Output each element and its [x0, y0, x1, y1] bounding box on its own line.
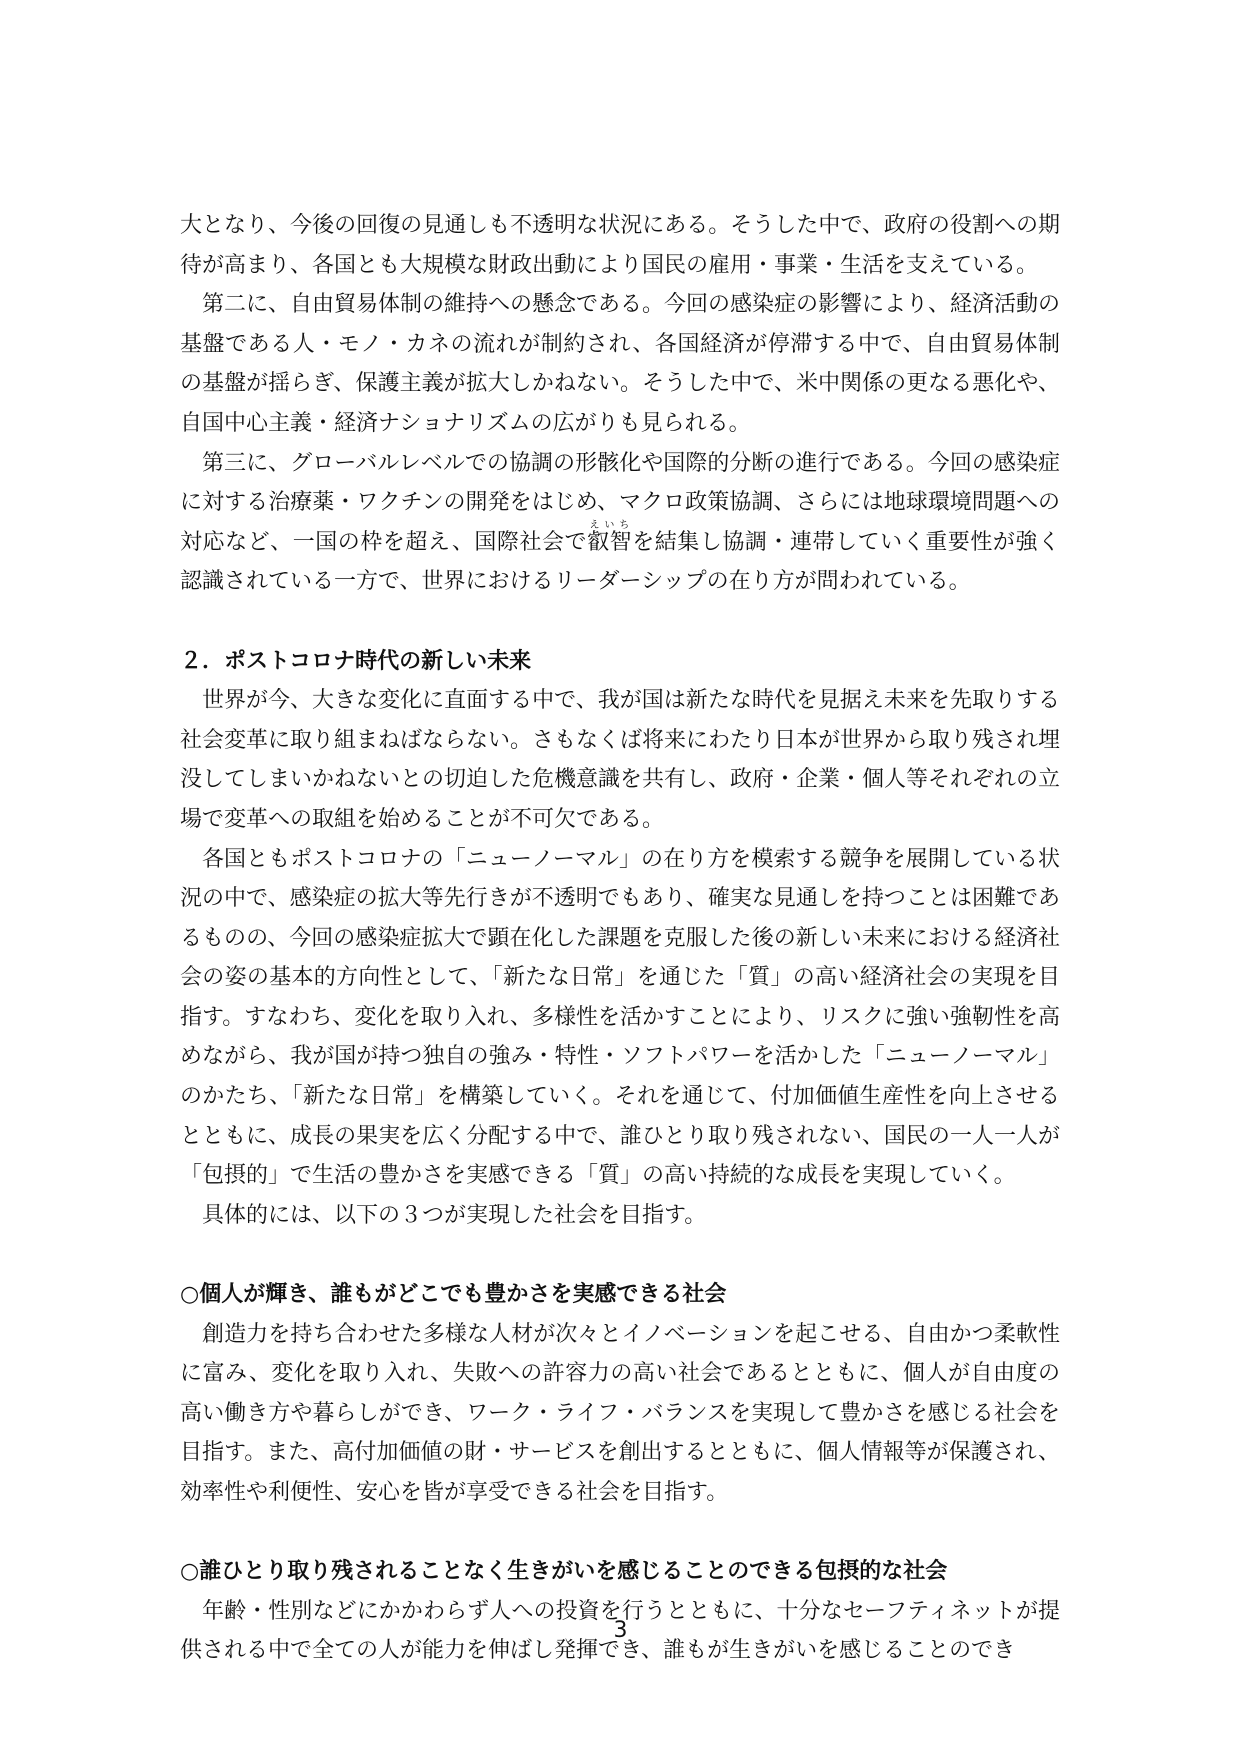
spacer: [180, 602, 1060, 642]
paragraph-third-concern: [180, 444, 1060, 602]
paragraph-inclusive: 年齢・性別などにかかわらず人への投資を行うとともに、十分なセーフティネットが提供される中で全ての人が能力を伸ばし発揮でき、誰もが生きがいを感じることのでき: [180, 1598, 1060, 1664]
ruby-eichi: [587, 519, 633, 555]
page-number: 3: [613, 1618, 628, 1643]
paragraph-individual: 創造力を持ち合わせた多様な人材が次々とイノベーションを起こせる、自由かつ柔軟性に富み、変化を取り入れ、失敗への許容力の高い社会であるとともに、個人が自由度の高い働き方や暮らしができ、ワーク・ライフ・バランスを実現して豊かさを感じる社会を目指す。また、高付加価値の財・サービスを創出するとともに、個人情報等が保護され、効率性や利便性、安心を皆が享受できる社会を目指す。: [180, 1321, 1060, 1505]
subheading-inclusive: ○誰ひとり取り残されることなく生きがいを感じることのできる包摂的な社会: [180, 1559, 948, 1585]
spacer: [180, 1235, 1060, 1275]
paragraph-new-normal: 各国ともポストコロナの「ニューノーマル」の在り方を模索する競争を展開している状況の中で、感染症の拡大等先行きが不透明でもあり、確実な見通しを持つことは困難であるものの、今回の感染症拡大で顕在化した課題を克服した後の新しい未来における経済社会の姿の基本的方向性として、「新たな日常」を通じた「質」の高い経済社会の実現を目指す。すなわち、変化を取り入れ、多様性を活かすことにより、リスクに強い強靭性を高めながら、我が国が持つ独自の強み・特性・ソフトパワーを活かした「ニューノーマル」のかたち、「新たな日常」を構築していく。それを通じて、付加価値生産性を向上させるとともに、成長の果実を広く分配する中で、誰ひとり取り残されない、国民の一人一人が「包摂的」で生活の豊かさを実感できる「質」の高い持続的な成長を実現していく。: [180, 846, 1060, 1189]
paragraph-continued: 大となり、今後の回復の見通しも不透明な状況にある。そうした中で、政府の役割への期待が高まり、各国とも大規模な財政出動により国民の雇用・事業・生活を支えている。: [180, 213, 1060, 278]
document-body: [180, 206, 1060, 1671]
subheading-individual: ○個人が輝き、誰もがどこでも豊かさを実感できる社会: [180, 1282, 727, 1308]
paragraph-world-change: 世界が今、大きな変化に直面する中で、我が国は新たな時代を見据え未来を先取りする社会変革に取り組まねばならない。さもなくば将来にわたり日本が世界から取り残され埋没してしまいかねないとの切迫した危機意識を共有し、政府・企業・個人等それぞれの立場で変革への取組を始めることが不可欠である。: [180, 688, 1061, 832]
ruby-reading: えいち: [587, 519, 632, 531]
section-heading: ２．ポストコロナ時代の新しい未来: [180, 648, 532, 674]
spacer: [180, 1513, 1060, 1553]
paragraph-second-concern: 第二に、自由貿易体制の維持への懸念である。今回の感染症の影響により、経済活動の基盤である人・モノ・カネの流れが制約され、各国経済が停滞する中で、自由貿易体制の基盤が揺らぎ、保護主義が拡大しかねない。そうした中で、米中関係の更なる悪化や、自国中心主義・経済ナショナリズムの広がりも見られる。: [180, 292, 1061, 436]
paragraph-third-text-before: 第三に、グローバルレベルでの協調の形骸化や国際的分断の進行である。今回の感染症に対する治療薬・ワクチンの開発をはじめ、マクロ政策協調、さらには地球環境問題への対応など、一国の枠を超え、国際社会で: [180, 450, 1060, 555]
paragraph-third-text-after: を結集し協調・連帯していく重要性が強く認識されている一方で、世界におけるリーダーシップの在り方が問われている。: [180, 529, 1060, 595]
ruby-base: 叡智: [587, 529, 633, 555]
paragraph-three-goals: 具体的には、以下の３つが実現した社会を目指す。: [202, 1202, 707, 1228]
